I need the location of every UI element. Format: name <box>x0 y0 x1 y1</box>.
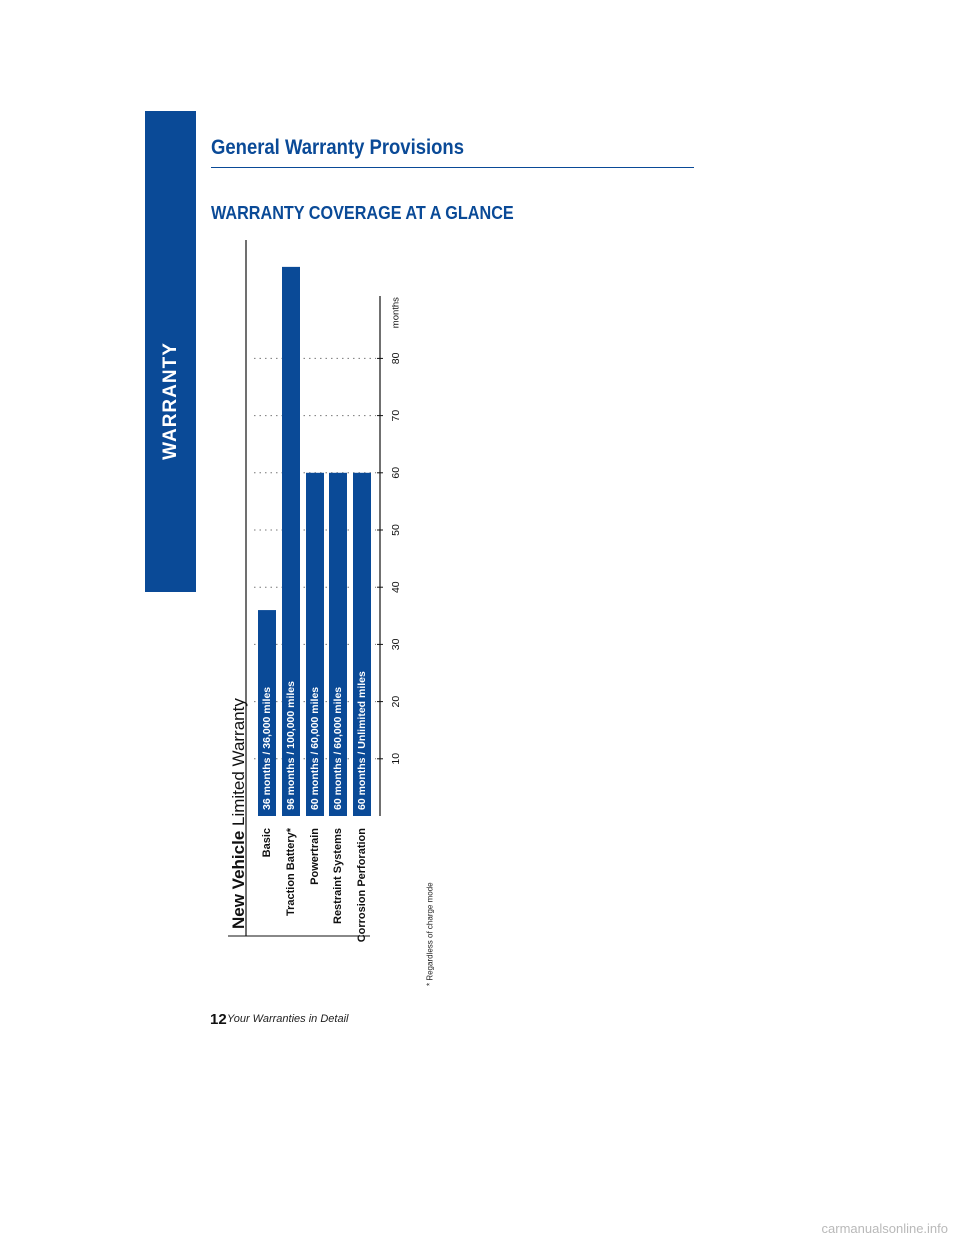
footnote: * Regardless of charge mode <box>425 882 435 986</box>
axis-tick-label: 60 <box>390 466 402 479</box>
category-label: Restraint Systems <box>332 828 344 924</box>
page-number: 12 <box>210 1011 227 1028</box>
bar-label: 96 months / 100,000 miles <box>285 681 297 810</box>
side-tab <box>145 111 196 592</box>
bar-label: 60 months / Unlimited miles <box>356 671 368 810</box>
warranty-chart-svg <box>210 236 460 996</box>
category-label: Corrosion Perforation <box>356 828 368 943</box>
category-label: Traction Battery* <box>285 828 297 917</box>
warranty-chart <box>210 236 460 996</box>
section-subtitle: WARRANTY COVERAGE AT A GLANCE <box>211 203 514 223</box>
side-tab-label: WARRANTY <box>159 342 181 460</box>
watermark: carmanualsonline.info <box>821 1221 948 1236</box>
title-divider <box>211 167 694 168</box>
axis-tick-label: 30 <box>390 638 402 651</box>
axis-tick-label: 20 <box>390 695 402 708</box>
bar-label: 36 months / 36,000 miles <box>261 686 273 810</box>
category-label: Basic <box>261 828 273 858</box>
page-caption: Your Warranties in Detail <box>227 1013 349 1025</box>
axis-tick-label: 80 <box>390 352 402 365</box>
axis-unit-label: months <box>390 297 402 329</box>
chart-title-rest: Limited Warranty <box>228 698 248 831</box>
chart-title <box>229 698 248 929</box>
axis-tick-label: 10 <box>390 752 402 765</box>
bar-label: 60 months / 60,000 miles <box>309 686 321 810</box>
axis-tick-label: 40 <box>390 581 402 594</box>
chart-title-bold: New Vehicle <box>228 830 248 929</box>
axis-tick-label: 70 <box>390 409 402 422</box>
page-title: General Warranty Provisions <box>211 136 464 159</box>
axis-tick-label: 50 <box>390 524 402 536</box>
bar-label: 60 months / 60,000 miles <box>332 686 344 810</box>
category-label: Powertrain <box>309 828 321 885</box>
